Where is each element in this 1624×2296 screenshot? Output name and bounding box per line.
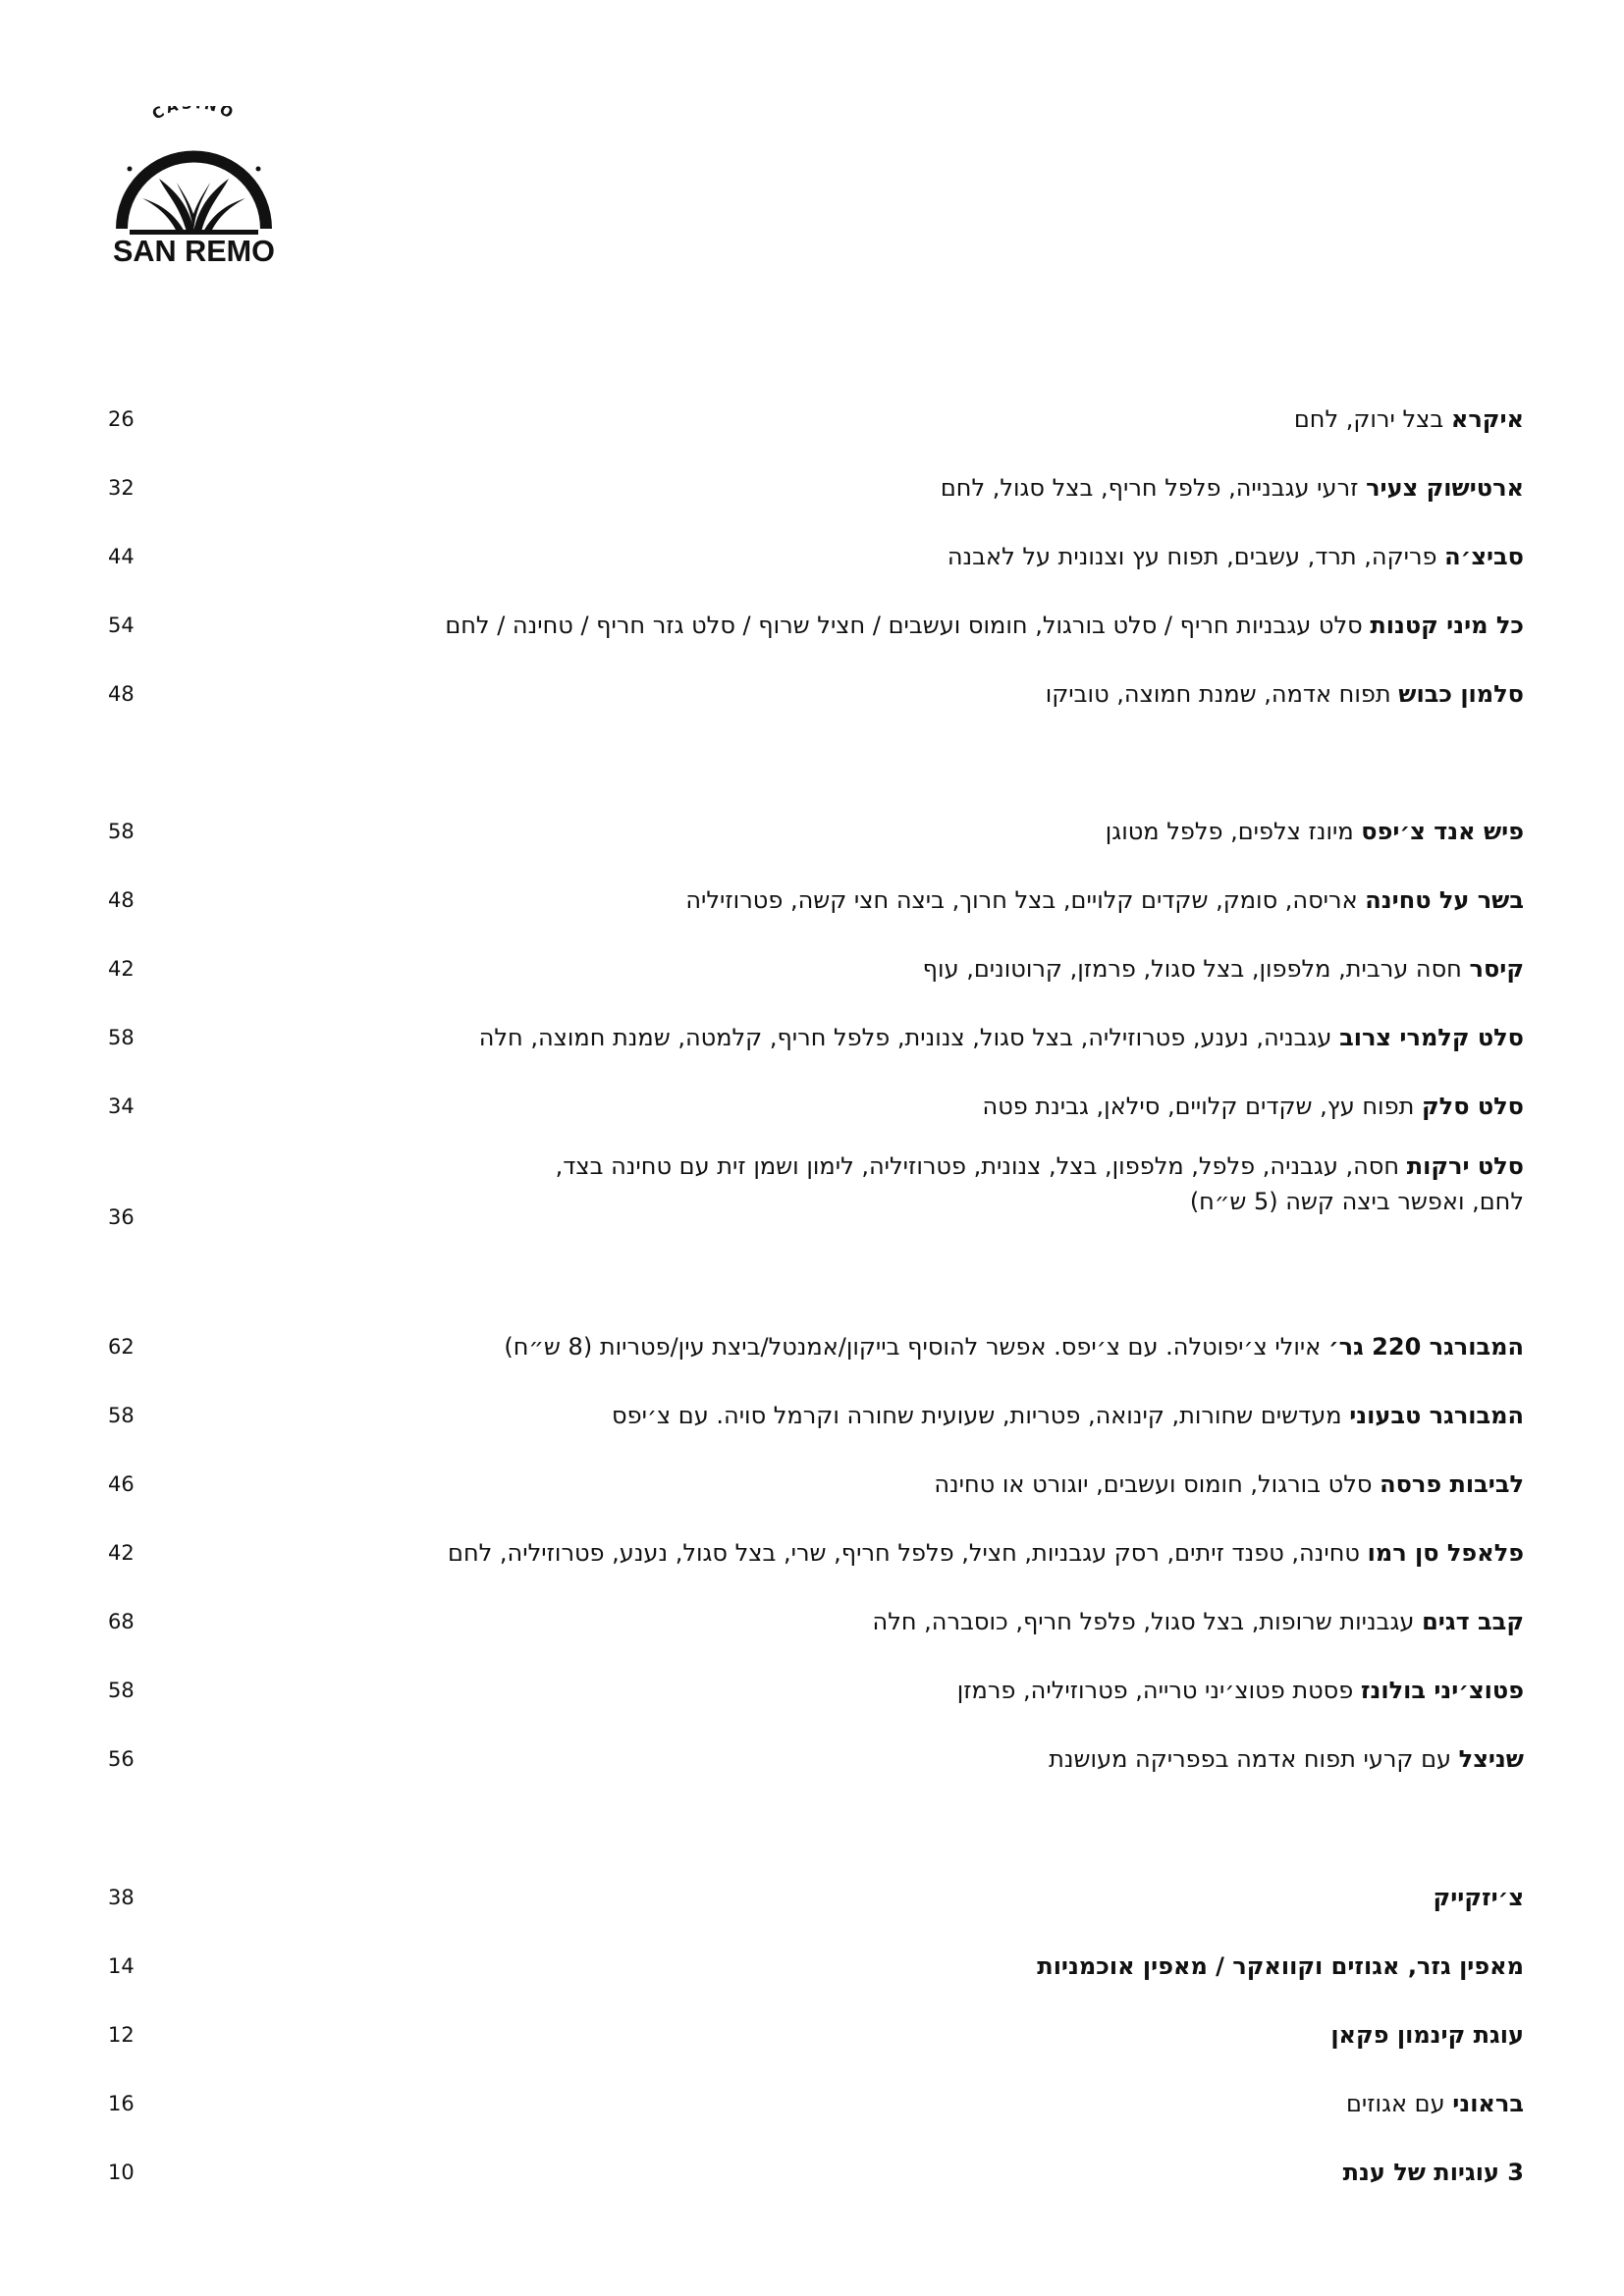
menu-item xyxy=(108,934,1524,1003)
item-description: תפוח עץ, שקדים קלויים, סילאן, גבינת פטה xyxy=(982,1093,1415,1120)
menu-item xyxy=(108,385,1524,454)
item-name: פיש אנד צ׳יפס xyxy=(1361,818,1524,845)
item-description: זרעי עגבנייה, פלפל חריף, בצל סגול, לחם xyxy=(940,474,1359,502)
item-description: עם קרעי תפוח אדמה בפפריקה מעושנת xyxy=(1049,1745,1452,1773)
item-text xyxy=(1106,814,1524,849)
item-text xyxy=(941,470,1524,506)
san-remo-logo-icon xyxy=(108,106,280,263)
item-name: המבורגר טבעוני xyxy=(1349,1402,1524,1429)
item-name: סלט סלק xyxy=(1422,1093,1524,1120)
item-name: המבורגר 220 גר׳ xyxy=(1327,1333,1524,1361)
logo-top-text: CA O xyxy=(148,106,240,124)
menu-item xyxy=(108,2001,1524,2069)
item-name: צ׳יזקייק xyxy=(1433,1884,1524,1911)
item-price: 58 xyxy=(108,1404,135,1427)
menu-item xyxy=(108,1381,1524,1450)
item-name: 3 עוגיות של ענת xyxy=(1342,2159,1524,2186)
item-price: 14 xyxy=(108,1954,135,1978)
menu-item xyxy=(108,1863,1524,1932)
item-price: 68 xyxy=(108,1610,135,1633)
item-description: סלט בורגול, חומוס ועשבים, יוגורט או טחינה xyxy=(934,1470,1373,1498)
item-price: 10 xyxy=(108,2161,135,2184)
menu-item xyxy=(108,660,1524,728)
item-description: בצל ירוק, לחם xyxy=(1293,405,1444,433)
svg-text:CASINO xyxy=(149,106,239,124)
item-description-line-2: לחם, ואפשר ביצה קשה (5 ש״ח) xyxy=(1189,1188,1524,1215)
item-description: עגבניות שרופות, בצל סגול, פלפל חריף, כוסברה, חלה xyxy=(872,1608,1415,1635)
item-text xyxy=(983,1089,1524,1124)
menu-item xyxy=(108,797,1524,866)
item-text xyxy=(1346,2086,1524,2121)
menu-item xyxy=(108,1072,1524,1141)
logo-bottom-text: SAN REMO xyxy=(113,234,275,263)
item-price: 48 xyxy=(108,682,135,706)
item-text xyxy=(1434,1880,1524,1915)
item-price: 42 xyxy=(108,1541,135,1565)
item-price: 58 xyxy=(108,1679,135,1702)
item-description: תפוח אדמה, שמנת חמוצה, טוביקו xyxy=(1045,680,1391,708)
item-description: מיונז צלפים, פלפל מטוגן xyxy=(1105,818,1354,845)
item-price: 48 xyxy=(108,888,135,912)
item-price: 42 xyxy=(108,957,135,981)
item-text xyxy=(1294,401,1524,437)
item-description: פריקה, תרד, עשבים, תפוח עץ וצנונית על לאבנה xyxy=(947,543,1437,570)
menu-item xyxy=(108,522,1524,591)
item-text xyxy=(1046,676,1524,712)
item-price: 38 xyxy=(108,1886,135,1909)
menu-item xyxy=(108,1725,1524,1793)
item-description: עגבניה, נענע, פטרוזיליה, בצל סגול, צנונית, פלפל חריף, קלמטה, שמנת חמוצה, חלה xyxy=(478,1024,1332,1051)
item-text xyxy=(445,608,1524,643)
item-text xyxy=(504,1329,1524,1364)
menu-item xyxy=(108,454,1524,522)
menu-item xyxy=(108,2069,1524,2138)
menu-item xyxy=(108,1587,1524,1656)
menu-item xyxy=(108,1450,1524,1519)
item-name: כל מיני קטנות xyxy=(1370,612,1524,639)
item-name: בשר על טחינה xyxy=(1365,886,1524,914)
item-name: סלמון כבוש xyxy=(1398,680,1524,708)
item-price: 62 xyxy=(108,1335,135,1359)
item-price: 34 xyxy=(108,1095,135,1118)
item-description: טחינה, טפנד זיתים, רסק עגבניות, חציל, פלפל חריף, שרי, בצל סגול, נענע, פטרוזיליה, לחם xyxy=(448,1539,1360,1567)
item-description: חסה ערבית, מלפפון, בצל סגול, פרמזן, קרוטונים, עוף xyxy=(922,955,1462,983)
item-text xyxy=(947,539,1524,574)
item-price: 54 xyxy=(108,614,135,637)
item-text xyxy=(479,1020,1524,1055)
item-text xyxy=(556,1148,1524,1219)
item-name: קבב דגים xyxy=(1422,1608,1524,1635)
item-description: עם אגוזים xyxy=(1345,2090,1445,2117)
item-price: 58 xyxy=(108,1026,135,1049)
item-name: מאפין גזר, אגוזים וקוואקר / מאפין אוכמניות xyxy=(1037,1952,1524,1980)
item-name: איקרא xyxy=(1450,405,1524,433)
item-text xyxy=(612,1398,1524,1433)
item-price: 36 xyxy=(108,1205,135,1229)
item-name: פלאפל סן רמו xyxy=(1367,1539,1524,1567)
item-name: סלט ירקות xyxy=(1406,1152,1524,1180)
item-name: עוגת קינמון פקאן xyxy=(1330,2021,1524,2049)
item-name: בראוני xyxy=(1452,2090,1524,2117)
item-name: ארטישוק צעיר xyxy=(1366,474,1524,502)
item-text xyxy=(448,1535,1524,1571)
item-price: 26 xyxy=(108,407,135,431)
item-description: פסטת פטוצ׳יני טרייה, פטרוזיליה, פרמזן xyxy=(956,1677,1354,1704)
item-name: לביבות פרסה xyxy=(1380,1470,1524,1498)
item-price: 44 xyxy=(108,545,135,568)
menu-item xyxy=(108,1519,1524,1587)
item-description: סלט עגבניות חריף / סלט בורגול, חומוס ועשבים / חציל שרוף / סלט גזר חריף / טחינה / לחם xyxy=(445,612,1363,639)
menu-item xyxy=(108,1312,1524,1381)
item-price: 46 xyxy=(108,1472,135,1496)
item-price: 16 xyxy=(108,2092,135,2115)
item-name: פטוצ׳יני בולונז xyxy=(1360,1677,1524,1704)
menu-item xyxy=(108,1656,1524,1725)
item-text xyxy=(1049,1741,1524,1777)
item-description: חסה, עגבניה, פלפל, מלפפון, בצל, צנונית, פטרוזיליה, לימון ושמן זית עם טחינה בצד, xyxy=(555,1152,1400,1180)
item-text xyxy=(934,1467,1524,1502)
item-name: סביצ׳ה xyxy=(1444,543,1524,570)
menu-item xyxy=(108,1932,1524,2001)
item-description: אריסה, סומק, שקדים קלויים, בצל חרוך, ביצה חצי קשה, פטרוזיליה xyxy=(685,886,1358,914)
menu-item xyxy=(108,1003,1524,1072)
menu-item xyxy=(108,2138,1524,2207)
item-text xyxy=(1330,2017,1524,2053)
item-price: 58 xyxy=(108,820,135,843)
item-text xyxy=(1037,1949,1524,1984)
menu-item xyxy=(108,866,1524,934)
menu-item xyxy=(108,591,1524,660)
item-price: 56 xyxy=(108,1747,135,1771)
item-text xyxy=(873,1604,1524,1639)
item-name: קיסר xyxy=(1469,955,1524,983)
item-price: 12 xyxy=(108,2023,135,2047)
item-name: סלט קלמרי צרוב xyxy=(1339,1024,1524,1051)
item-text xyxy=(923,951,1524,987)
item-description: מעדשים שחורות, קינואה, פטריות, שעועית שחורה וקרמל סויה. עם צ׳יפס xyxy=(612,1402,1342,1429)
item-text xyxy=(685,882,1524,918)
menu-item xyxy=(108,1148,1524,1237)
item-text xyxy=(1343,2155,1524,2190)
logo xyxy=(108,106,280,263)
item-text xyxy=(957,1673,1524,1708)
item-description: איולי צ׳יפוטלה. עם צ׳יפס. אפשר להוסיף בייקון/אמנטל/ביצת עין/פטריות (8 ש״ח) xyxy=(504,1333,1322,1361)
item-name: שניצל xyxy=(1458,1745,1524,1773)
item-price: 32 xyxy=(108,476,135,500)
